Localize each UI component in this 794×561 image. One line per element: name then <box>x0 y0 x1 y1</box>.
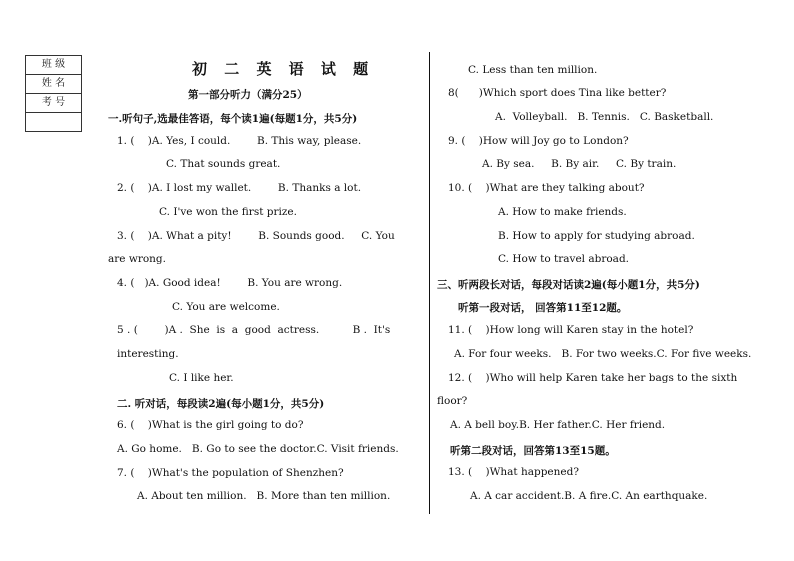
question-3-continued: are wrong. <box>108 253 166 265</box>
section1-heading: 第一部分听力（满分25） <box>188 89 308 101</box>
question-10: 10. ( )What are they talking about? <box>448 182 645 194</box>
question-12: 12. ( )Who will help Karen take her bags to the sixth <box>448 372 738 384</box>
dialog2-heading: 听第二段对话，回答第13至15题。 <box>450 445 616 457</box>
question-6-options: A. Go home. B. Go to see the doctor.C. Visit friends. <box>117 443 399 455</box>
question-8: 8( )Which sport does Tina like better? <box>448 87 667 99</box>
question-10-option-b: B. How to apply for studying abroad. <box>498 230 695 242</box>
question-5-continued: interesting. <box>117 348 179 360</box>
question-9-options: A. By sea. B. By air. C. By train. <box>482 158 677 170</box>
question-11-options: A. For four weeks. B. For two weeks.C. For five weeks. <box>454 348 752 360</box>
question-13: 13. ( )What happened? <box>448 466 579 478</box>
question-3: 3. ( )A. What a pity! B. Sounds good. C. You <box>117 230 395 242</box>
class-label: 班 级 <box>26 56 81 75</box>
question-10-option-c: C. How to travel abroad. <box>498 253 629 265</box>
column-divider <box>429 52 430 514</box>
page-title: 初 二 英 语 试 题 <box>192 60 375 78</box>
question-4: 4. ( )A. Good idea! B. You are wrong. <box>117 277 343 289</box>
question-9: 9. ( )How will Joy go to London? <box>448 135 629 147</box>
question-6: 6. ( )What is the girl going to do? <box>117 419 304 431</box>
question-2: 2. ( )A. I lost my wallet. B. Thanks a lot. <box>117 182 362 194</box>
question-4-option-c: C. You are welcome. <box>172 301 280 313</box>
student-info-box <box>25 55 82 132</box>
part3-heading: 三、听两段长对话，每段对话读2遍(每小题1分，共5分) <box>437 279 700 291</box>
part1-heading: 一.听句子,选最佳答语，每个读1遍(每题1分，共5分) <box>108 113 358 125</box>
question-11: 11. ( )How long will Karen stay in the hotel? <box>448 324 694 336</box>
exam-number-label: 考 号 <box>26 94 81 113</box>
question-12-options: A. A bell boy.B. Her father.C. Her friend. <box>450 419 666 431</box>
question-10-option-a: A. How to make friends. <box>498 206 627 218</box>
question-13-options: A. A car accident.B. A fire.C. An earthquake. <box>470 490 708 502</box>
question-5-option-c: C. I like her. <box>169 372 234 384</box>
question-2-option-c: C. I've won the first prize. <box>159 206 297 218</box>
question-1-option-c: C. That sounds great. <box>166 158 281 170</box>
question-7-option-c: C. Less than ten million. <box>468 64 598 76</box>
blank-row <box>26 113 81 131</box>
question-8-options: A. Volleyball. B. Tennis. C. Basketball. <box>495 111 714 123</box>
question-5: 5 . ( )A . She is a good actress. B . It's <box>117 324 391 336</box>
name-label: 姓 名 <box>26 75 81 94</box>
question-12-continued: floor? <box>437 395 468 407</box>
part2-heading: 二. 听对话，每段读2遍(每小题1分，共5分) <box>117 398 325 410</box>
question-7: 7. ( )What's the population of Shenzhen? <box>117 467 344 479</box>
dialog1-heading: 听第一段对话， 回答第11至12题。 <box>458 302 628 314</box>
question-7-options: A. About ten million. B. More than ten million. <box>137 490 391 502</box>
question-1: 1. ( )A. Yes, I could. B. This way, please. <box>117 135 362 147</box>
